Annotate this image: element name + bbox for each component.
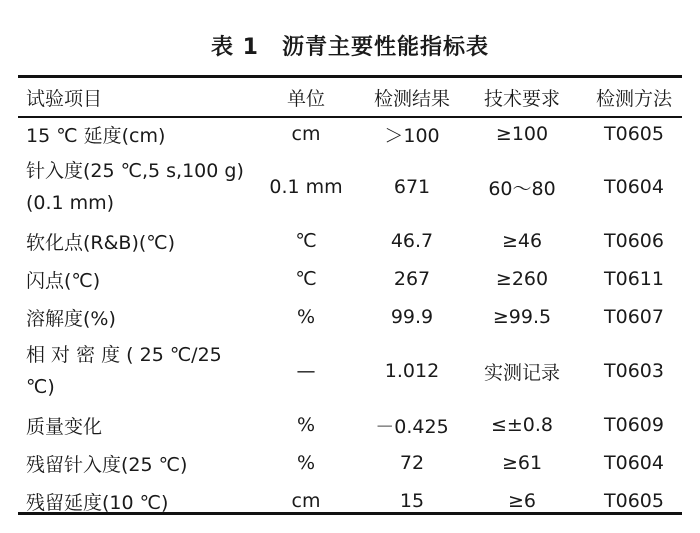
cell-result: ＞100 — [384, 124, 440, 147]
header-result: 检测结果 — [373, 87, 450, 110]
header-row — [18, 78, 690, 116]
cell-requirement: ≥100 — [495, 123, 549, 145]
cell-requirement: 60～80 — [488, 177, 556, 200]
cell-unit: — — [296, 360, 316, 382]
cell-requirement: 实测记录 — [483, 361, 560, 384]
cell-result: 46.7 — [390, 230, 434, 252]
table-row — [18, 298, 690, 336]
cell-result: 671 — [393, 176, 431, 198]
table-header — [18, 78, 690, 116]
cell-item: 溶解度(%) — [26, 307, 116, 330]
cell-item: 残留延度(10 ℃) — [26, 491, 169, 514]
table-row — [18, 482, 690, 520]
cell-method: T0603 — [604, 360, 664, 382]
table-title: 表 1 沥青主要性能指标表 — [211, 35, 489, 60]
cell-item: 针入度(25 ℃,5 s,100 g)(0.1 mm) — [26, 160, 244, 214]
cell-unit: ℃ — [295, 268, 317, 290]
cell-result: 72 — [399, 452, 425, 474]
cell-requirement: ≥99.5 — [492, 306, 552, 328]
performance-table — [18, 78, 690, 520]
cell-method: T0611 — [604, 268, 664, 290]
cell-unit: 0.1 mm — [269, 176, 343, 198]
cell-requirement: ≥61 — [501, 452, 543, 474]
cell-item: 闪点(℃) — [26, 269, 101, 292]
cell-item: 残留针入度(25 ℃) — [26, 453, 188, 476]
table-row — [18, 116, 690, 152]
cell-method: T0604 — [604, 452, 664, 474]
cell-requirement: ≥260 — [495, 268, 549, 290]
header-requirement: 技术要求 — [483, 87, 560, 110]
table-row — [18, 406, 690, 444]
cell-item: 15 ℃ 延度(cm) — [26, 124, 166, 147]
cell-unit: % — [296, 306, 316, 328]
cell-method: T0605 — [604, 123, 664, 145]
table-row — [18, 152, 690, 222]
header-item: 试验项目 — [26, 87, 103, 110]
cell-method: T0606 — [604, 230, 664, 252]
cell-unit: % — [296, 414, 316, 436]
table-row — [18, 260, 690, 298]
cell-item: 相 对 密 度 ( 25 ℃/25 ℃) — [26, 344, 222, 398]
cell-unit: % — [296, 452, 316, 474]
cell-result: 15 — [399, 490, 425, 512]
header-unit: 单位 — [286, 87, 325, 110]
cell-result: 99.9 — [390, 306, 434, 328]
cell-result: 267 — [393, 268, 431, 290]
table-row — [18, 336, 690, 406]
cell-unit: ℃ — [295, 230, 317, 252]
table-row — [18, 444, 690, 482]
cell-result: 1.012 — [384, 360, 440, 382]
cell-method: T0607 — [604, 306, 664, 328]
cell-method: T0605 — [604, 490, 664, 512]
table-body — [18, 116, 690, 520]
cell-requirement: ≥46 — [501, 230, 543, 252]
cell-unit: cm — [291, 123, 321, 145]
table-row — [18, 222, 690, 260]
cell-method: T0609 — [604, 414, 664, 436]
cell-requirement: ≤±0.8 — [490, 414, 554, 436]
cell-requirement: ≥6 — [507, 490, 536, 512]
cell-result: －0.425 — [375, 415, 449, 438]
header-method: 检测方法 — [595, 87, 672, 110]
cell-item: 质量变化 — [26, 415, 103, 438]
cell-unit: cm — [291, 490, 321, 512]
cell-method: T0604 — [604, 176, 664, 198]
cell-item: 软化点(R&B)(℃) — [26, 231, 176, 254]
